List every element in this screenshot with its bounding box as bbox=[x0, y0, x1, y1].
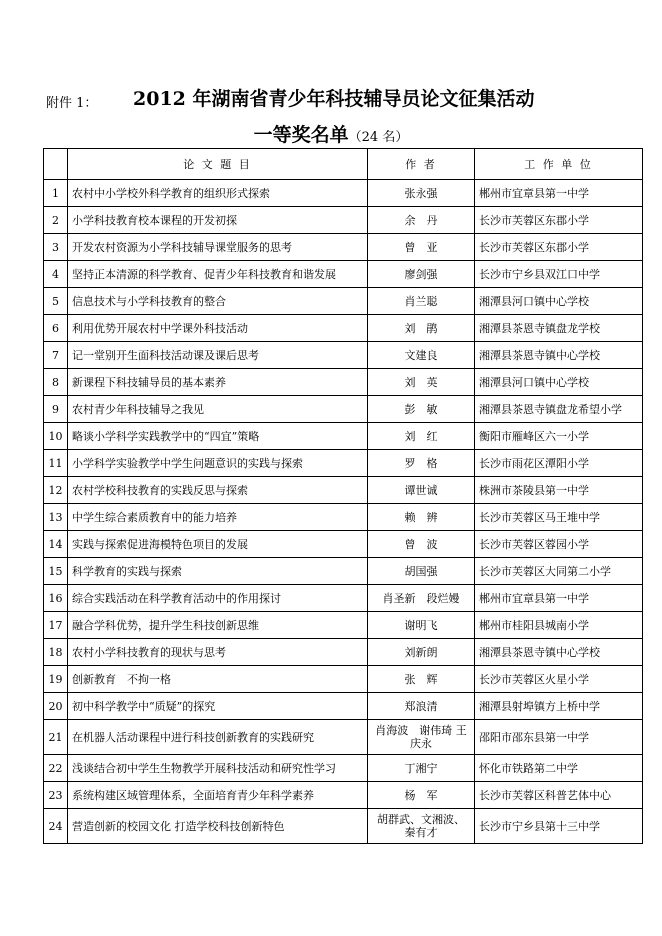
work-unit: 湘潭县茶恩寺镇中心学校 bbox=[475, 639, 643, 666]
author-name: 文建良 bbox=[368, 342, 475, 369]
paper-title: 农村中小学校外科学教育的组织形式探索 bbox=[68, 180, 368, 207]
work-unit: 湘潭县茶恩寺镇盘龙学校 bbox=[475, 315, 643, 342]
author-name: 廖剑强 bbox=[368, 261, 475, 288]
work-unit: 郴州市桂阳县城南小学 bbox=[475, 612, 643, 639]
table-row bbox=[44, 639, 643, 666]
table-row bbox=[44, 261, 643, 288]
row-number: 22 bbox=[44, 755, 68, 782]
row-number: 5 bbox=[44, 288, 68, 315]
author-name: 郑浪清 bbox=[368, 693, 475, 720]
author-name: 肖兰聪 bbox=[368, 288, 475, 315]
attachment-label: 附件 1： bbox=[46, 96, 98, 111]
paper-title: 略谈小学科学实践教学中的“四宜”策略 bbox=[68, 423, 368, 450]
table-row bbox=[44, 612, 643, 639]
paper-title: 记一堂别开生面科技活动课及课后思考 bbox=[68, 342, 368, 369]
table-header-row bbox=[44, 149, 643, 180]
table-row bbox=[44, 666, 643, 693]
work-unit: 长沙市宁乡县双江口中学 bbox=[475, 261, 643, 288]
paper-title: 中学生综合素质教育中的能力培养 bbox=[68, 504, 368, 531]
row-number: 19 bbox=[44, 666, 68, 693]
row-number: 1 bbox=[44, 180, 68, 207]
paper-title: 浅谈结合初中学生生物教学开展科技活动和研究性学习 bbox=[68, 755, 368, 782]
work-unit: 湘潭县河口镇中心学校 bbox=[475, 288, 643, 315]
row-number: 9 bbox=[44, 396, 68, 423]
row-number: 16 bbox=[44, 585, 68, 612]
row-number: 4 bbox=[44, 261, 68, 288]
document-subtitle bbox=[0, 120, 662, 147]
work-unit: 长沙市宁乡县第十三中学 bbox=[475, 809, 643, 844]
table-row bbox=[44, 369, 643, 396]
table-row bbox=[44, 693, 643, 720]
row-number: 12 bbox=[44, 477, 68, 504]
work-unit: 长沙市芙蓉区火星小学 bbox=[475, 666, 643, 693]
work-unit: 湘潭县射埠镇方上桥中学 bbox=[475, 693, 643, 720]
table-row bbox=[44, 288, 643, 315]
work-unit: 怀化市铁路第二中学 bbox=[475, 755, 643, 782]
paper-title: 坚持正本清源的科学教育、促青少年科技教育和谐发展 bbox=[68, 261, 368, 288]
row-number: 15 bbox=[44, 558, 68, 585]
author-name: 曾 亚 bbox=[368, 234, 475, 261]
row-number: 11 bbox=[44, 450, 68, 477]
paper-title: 农村青少年科技辅导之我见 bbox=[68, 396, 368, 423]
award-count: （24 名） bbox=[348, 130, 409, 145]
header-number bbox=[44, 149, 68, 180]
row-number: 6 bbox=[44, 315, 68, 342]
paper-title: 实践与探索促进海模特色项目的发展 bbox=[68, 531, 368, 558]
header-author: 作 者 bbox=[368, 149, 475, 180]
table-row bbox=[44, 342, 643, 369]
table-row bbox=[44, 207, 643, 234]
work-unit: 湘潭县河口镇中心学校 bbox=[475, 369, 643, 396]
row-number: 2 bbox=[44, 207, 68, 234]
work-unit: 株洲市茶陵县第一中学 bbox=[475, 477, 643, 504]
author-name: 张 辉 bbox=[368, 666, 475, 693]
author-name: 彭 敏 bbox=[368, 396, 475, 423]
work-unit: 郴州市宜章县第一中学 bbox=[475, 585, 643, 612]
award-table bbox=[43, 148, 643, 844]
author-name: 罗 格 bbox=[368, 450, 475, 477]
author-name: 胡国强 bbox=[368, 558, 475, 585]
work-unit: 长沙市芙蓉区蓉园小学 bbox=[475, 531, 643, 558]
author-name: 刘新朗 bbox=[368, 639, 475, 666]
work-unit: 长沙市芙蓉区科普艺体中心 bbox=[475, 782, 643, 809]
paper-title: 小学科技教育校本课程的开发初探 bbox=[68, 207, 368, 234]
row-number: 8 bbox=[44, 369, 68, 396]
paper-title: 营造创新的校园文化 打造学校科技创新特色 bbox=[68, 809, 368, 844]
work-unit: 长沙市芙蓉区大同第二小学 bbox=[475, 558, 643, 585]
paper-title: 综合实践活动在科学教育活动中的作用探讨 bbox=[68, 585, 368, 612]
author-name: 赖 辨 bbox=[368, 504, 475, 531]
subtitle-text: 一等奖名单 bbox=[253, 124, 349, 146]
paper-title: 利用优势开展农村中学课外科技活动 bbox=[68, 315, 368, 342]
row-number: 23 bbox=[44, 782, 68, 809]
author-name: 肖海波 谢伟琦 王庆永 bbox=[368, 720, 475, 755]
work-unit: 长沙市芙蓉区马王堆中学 bbox=[475, 504, 643, 531]
paper-title: 科学教育的实践与探索 bbox=[68, 558, 368, 585]
author-name: 杨 军 bbox=[368, 782, 475, 809]
work-unit: 郴州市宜章县第一中学 bbox=[475, 180, 643, 207]
table-row bbox=[44, 234, 643, 261]
row-number: 17 bbox=[44, 612, 68, 639]
author-name: 胡群武、文湘波、秦有才 bbox=[368, 809, 475, 844]
paper-title: 在机器人活动课程中进行科技创新教育的实践研究 bbox=[68, 720, 368, 755]
paper-title: 初中科学教学中“质疑”的探究 bbox=[68, 693, 368, 720]
author-name: 余 丹 bbox=[368, 207, 475, 234]
header-topic: 论 文 题 目 bbox=[68, 149, 368, 180]
work-unit: 长沙市雨花区潭阳小学 bbox=[475, 450, 643, 477]
paper-title: 农村学校科技教育的实践反思与探索 bbox=[68, 477, 368, 504]
author-name: 刘 鹃 bbox=[368, 315, 475, 342]
paper-title: 农村小学科技教育的现状与思考 bbox=[68, 639, 368, 666]
table-row bbox=[44, 809, 643, 844]
author-name: 刘 红 bbox=[368, 423, 475, 450]
table-body bbox=[44, 180, 643, 844]
table-row bbox=[44, 558, 643, 585]
work-unit: 长沙市芙蓉区东郡小学 bbox=[475, 207, 643, 234]
paper-title: 创新教育 不拘一格 bbox=[68, 666, 368, 693]
author-name: 张永强 bbox=[368, 180, 475, 207]
table-row bbox=[44, 396, 643, 423]
table-row bbox=[44, 180, 643, 207]
row-number: 21 bbox=[44, 720, 68, 755]
table-row bbox=[44, 477, 643, 504]
author-name: 谭世诚 bbox=[368, 477, 475, 504]
table-row bbox=[44, 585, 643, 612]
work-unit: 湘潭县茶恩寺镇中心学校 bbox=[475, 342, 643, 369]
table-row bbox=[44, 504, 643, 531]
header-unit: 工 作 单 位 bbox=[475, 149, 643, 180]
work-unit: 湘潭县茶恩寺镇盘龙希望小学 bbox=[475, 396, 643, 423]
table-row bbox=[44, 720, 643, 755]
table-row bbox=[44, 755, 643, 782]
document-title: 2012 年湖南省青少年科技辅导员论文征集活动 bbox=[133, 88, 535, 110]
row-number: 24 bbox=[44, 809, 68, 844]
work-unit: 邵阳市邵东县第一中学 bbox=[475, 720, 643, 755]
table-row bbox=[44, 782, 643, 809]
row-number: 7 bbox=[44, 342, 68, 369]
row-number: 3 bbox=[44, 234, 68, 261]
row-number: 13 bbox=[44, 504, 68, 531]
work-unit: 长沙市芙蓉区东郡小学 bbox=[475, 234, 643, 261]
paper-title: 信息技术与小学科技教育的整合 bbox=[68, 288, 368, 315]
table-row bbox=[44, 423, 643, 450]
row-number: 10 bbox=[44, 423, 68, 450]
author-name: 刘 英 bbox=[368, 369, 475, 396]
author-name: 丁湘宁 bbox=[368, 755, 475, 782]
paper-title: 融合学科优势，提升学生科技创新思维 bbox=[68, 612, 368, 639]
author-name: 肖圣新 段烂嫚 bbox=[368, 585, 475, 612]
table-row bbox=[44, 531, 643, 558]
paper-title: 系统构建区域管理体系，全面培育青少年科学素养 bbox=[68, 782, 368, 809]
table-row bbox=[44, 315, 643, 342]
work-unit: 衡阳市雁峰区六一小学 bbox=[475, 423, 643, 450]
table-row bbox=[44, 450, 643, 477]
paper-title: 小学科学实验教学中学生问题意识的实践与探索 bbox=[68, 450, 368, 477]
paper-title: 新课程下科技辅导员的基本素养 bbox=[68, 369, 368, 396]
paper-title: 开发农村资源为小学科技辅导课堂服务的思考 bbox=[68, 234, 368, 261]
author-name: 谢明飞 bbox=[368, 612, 475, 639]
row-number: 20 bbox=[44, 693, 68, 720]
row-number: 18 bbox=[44, 639, 68, 666]
document-header bbox=[0, 84, 662, 114]
row-number: 14 bbox=[44, 531, 68, 558]
author-name: 曾 波 bbox=[368, 531, 475, 558]
